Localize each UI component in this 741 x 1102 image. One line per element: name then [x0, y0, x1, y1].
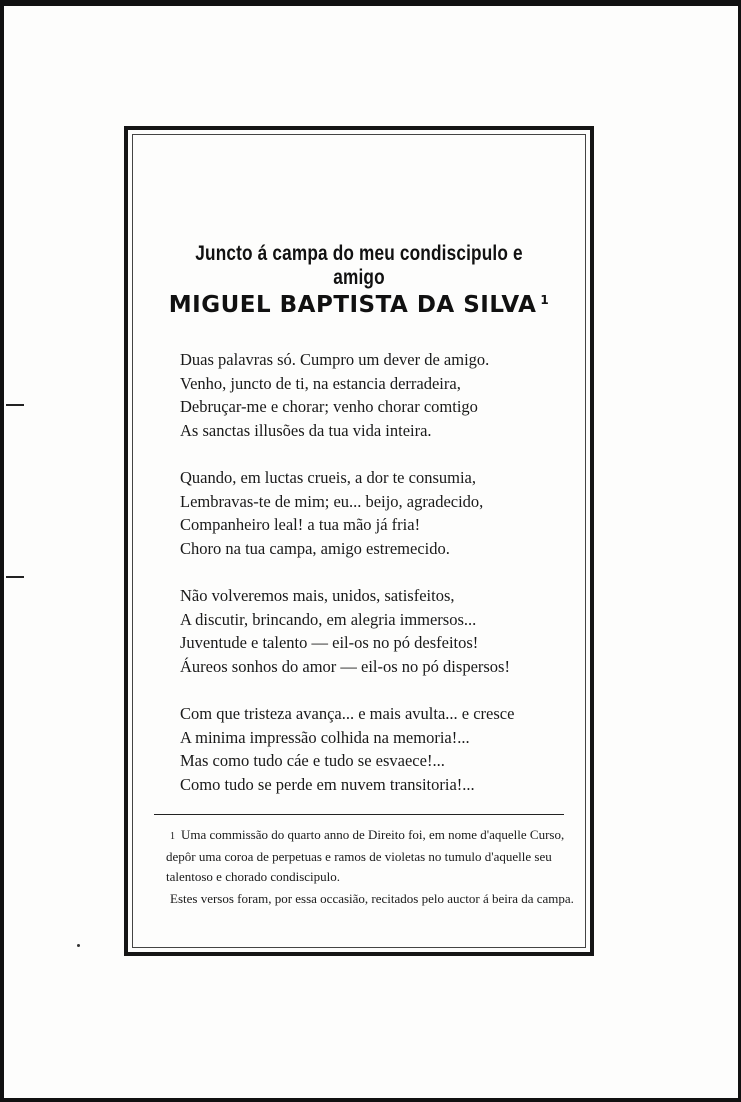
- edge-mark: [6, 576, 24, 578]
- verse-line: Duas palavras só. Cumpro um dever de amigo.: [180, 350, 490, 369]
- verse-line: Companheiro leal! a tua mão já fria!: [180, 515, 421, 534]
- poem-body: [180, 348, 580, 820]
- verse-line: Como tudo se perde em nuvem transitoria!...: [180, 774, 475, 794]
- stanza: [180, 584, 580, 678]
- footnote-marker: 1: [540, 293, 550, 307]
- footnote-number: 1: [170, 831, 175, 842]
- verse-line: Áureos sonhos do amor — eil-os no pó dispersos!: [180, 656, 510, 676]
- footnote-text: Uma commissão do quarto anno de Direito foi, em nome d'aquelle Curso, depôr uma coroa de perpetuas e ramos de violetas no tumulo d'aquelle seu talentoso e chorado condiscipulo.: [166, 827, 565, 884]
- footnote-1: [166, 825, 586, 887]
- mourning-frame: [124, 126, 594, 956]
- verse-line: Lembravas-te de mim; eu... beijo, agradecido,: [180, 491, 484, 511]
- verse-line: A discutir, brincando, em alegria immersos...: [180, 609, 477, 629]
- verse-line: Não volveremos mais, unidos, satisfeitos,: [180, 586, 455, 605]
- footnotes: [166, 825, 586, 911]
- stanza: [180, 466, 580, 560]
- verse-line: As sanctas illusões da tua vida inteira.: [180, 420, 432, 440]
- verse-line: Venho, juncto de ti, na estancia derradeira,: [180, 373, 461, 393]
- verse-line: Mas como tudo cáe e tudo se esvaece!...: [180, 751, 445, 770]
- verse-line: Debruçar-me e chorar; venho chorar comtigo: [180, 397, 478, 416]
- verse-line: A minima impressão colhida na memoria!...: [180, 727, 470, 747]
- poem-title: Juncto á campa do meu condiscipulo e amigo: [195, 242, 523, 289]
- verse-line: Juventude e talento — eil-os no pó desfeitos!: [180, 633, 479, 652]
- footnote-divider: [154, 814, 564, 815]
- stanza: [180, 348, 580, 442]
- stanza: [180, 702, 580, 796]
- poem-dedicatee: [128, 292, 590, 318]
- footnote-2: Estes versos foram, por essa occasião, recitados pelo auctor á beira da campa.: [170, 891, 574, 906]
- dedicatee-name: MIGUEL BAPTISTA DA SILVA: [168, 292, 537, 318]
- ink-speck: [77, 944, 80, 947]
- verse-line: Quando, em luctas crueis, a dor te consumia,: [180, 468, 476, 487]
- verse-line: Choro na tua campa, amigo estremecido.: [180, 538, 450, 558]
- edge-mark: [6, 404, 24, 406]
- verse-line: Com que tristeza avança... e mais avulta... e cresce: [180, 704, 515, 723]
